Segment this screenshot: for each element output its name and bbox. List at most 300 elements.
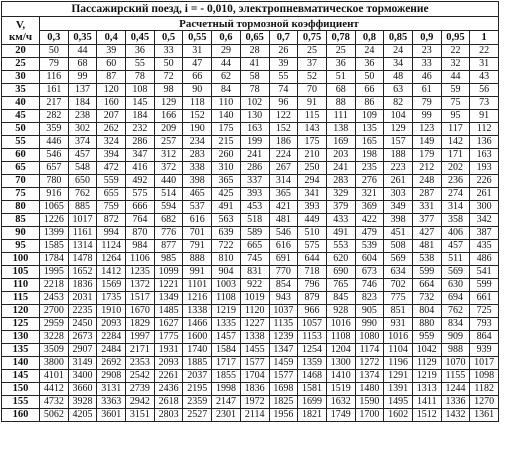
distance-cell: 24 (355, 45, 384, 58)
distance-cell: 393 (298, 201, 327, 214)
distance-cell: 1313 (412, 383, 441, 396)
distance-cell: 851 (384, 305, 413, 318)
distance-cell: 2031 (68, 292, 97, 305)
distance-cell: 1478 (68, 253, 97, 266)
distance-cell: 1459 (269, 357, 298, 370)
distance-cell: 82 (384, 97, 413, 110)
table-title: Пассажирский поезд, i = - 0,010, электропневматическое торможение (2, 2, 499, 17)
speed-cell: 85 (2, 214, 40, 227)
speed-cell: 70 (2, 175, 40, 188)
distance-cell: 1627 (154, 318, 183, 331)
distance-cell: 1272 (355, 357, 384, 370)
distance-cell: 1101 (183, 279, 212, 292)
distance-cell: 1347 (269, 344, 298, 357)
table-row (2, 136, 499, 149)
distance-cell: 338 (183, 162, 212, 175)
distance-cell: 988 (441, 344, 470, 357)
distance-cell: 198 (355, 149, 384, 162)
distance-cell: 2171 (126, 344, 155, 357)
distance-cell: 870 (126, 227, 155, 240)
distance-cell: 1466 (183, 318, 212, 331)
speed-cell: 145 (2, 370, 40, 383)
distance-cell: 74 (269, 84, 298, 97)
distance-cell: 2037 (183, 370, 212, 383)
distance-cell: 1161 (68, 227, 97, 240)
speed-cell: 75 (2, 188, 40, 201)
distance-cell: 2692 (97, 357, 126, 370)
distance-cell: 377 (412, 214, 441, 227)
distance-cell: 770 (269, 266, 298, 279)
distance-cell: 694 (441, 292, 470, 305)
distance-cell: 314 (269, 175, 298, 188)
distance-cell: 26 (269, 45, 298, 58)
distance-cell: 1821 (298, 409, 327, 422)
table-row (2, 240, 499, 253)
distance-cell: 1120 (240, 305, 269, 318)
distance-cell: 56 (470, 84, 499, 97)
distance-cell: 879 (298, 292, 327, 305)
speed-cell: 40 (2, 97, 40, 110)
distance-cell: 262 (97, 123, 126, 136)
distance-cell: 620 (326, 253, 355, 266)
distance-cell: 553 (326, 240, 355, 253)
distance-cell: 379 (326, 201, 355, 214)
distance-cell: 575 (298, 240, 327, 253)
speed-cell: 140 (2, 357, 40, 370)
distance-cell: 481 (412, 240, 441, 253)
distance-cell: 511 (441, 253, 470, 266)
distance-cell: 78 (240, 84, 269, 97)
distance-cell: 823 (355, 292, 384, 305)
distance-cell: 59 (441, 84, 470, 97)
distance-cell: 61 (412, 84, 441, 97)
distance-cell: 1098 (470, 370, 499, 383)
distance-cell: 2673 (68, 331, 97, 344)
distance-cell: 650 (68, 175, 97, 188)
distance-cell: 215 (212, 136, 241, 149)
distance-cell: 29 (212, 45, 241, 58)
distance-cell: 1885 (183, 357, 212, 370)
distance-cell: 479 (355, 227, 384, 240)
distance-cell: 226 (470, 175, 499, 188)
table-body (2, 45, 499, 422)
distance-cell: 1749 (326, 409, 355, 422)
distance-cell: 791 (183, 240, 212, 253)
table-row (2, 58, 499, 71)
distance-cell: 1495 (384, 396, 413, 409)
coefficient-header: 0,95 (441, 31, 470, 45)
distance-cell: 207 (97, 110, 126, 123)
distance-cell: 209 (154, 123, 183, 136)
distance-cell: 387 (470, 227, 499, 240)
table-row (2, 84, 499, 97)
distance-cell: 171 (441, 149, 470, 162)
distance-cell: 66 (183, 71, 212, 84)
distance-cell: 166 (154, 110, 183, 123)
distance-cell: 1017 (68, 214, 97, 227)
distance-cell: 1632 (326, 396, 355, 409)
distance-cell: 90 (183, 84, 212, 97)
distance-cell: 91 (470, 110, 499, 123)
table-row (2, 175, 499, 188)
distance-cell: 630 (441, 279, 470, 292)
distance-cell: 28 (240, 45, 269, 58)
distance-cell: 1174 (355, 344, 384, 357)
distance-cell: 310 (212, 162, 241, 175)
distance-cell: 2527 (183, 409, 212, 422)
distance-cell: 232 (126, 123, 155, 136)
distance-cell: 286 (126, 136, 155, 149)
distance-cell: 184 (126, 110, 155, 123)
distance-cell: 257 (154, 136, 183, 149)
table-row (2, 149, 499, 162)
coefficient-header: 0,5 (154, 31, 183, 45)
distance-cell: 1104 (384, 344, 413, 357)
distance-cell: 425 (212, 188, 241, 201)
distance-cell: 1391 (384, 383, 413, 396)
distance-cell: 398 (183, 175, 212, 188)
distance-cell: 4101 (40, 370, 69, 383)
distance-cell: 261 (470, 188, 499, 201)
distance-cell: 725 (470, 305, 499, 318)
distance-cell: 985 (154, 253, 183, 266)
distance-cell: 283 (183, 149, 212, 162)
distance-cell: 24 (384, 45, 413, 58)
distance-cell: 2803 (154, 409, 183, 422)
speed-cell: 45 (2, 110, 40, 123)
distance-cell: 634 (384, 266, 413, 279)
distance-cell: 959 (412, 331, 441, 344)
distance-cell: 518 (240, 214, 269, 227)
distance-cell: 1590 (355, 396, 384, 409)
distance-cell: 165 (355, 136, 384, 149)
distance-cell: 234 (183, 136, 212, 149)
table-row (2, 266, 499, 279)
distance-cell: 99 (412, 110, 441, 123)
distance-cell: 36 (326, 58, 355, 71)
distance-cell: 179 (412, 149, 441, 162)
distance-cell: 666 (126, 201, 155, 214)
distance-cell: 66 (355, 84, 384, 97)
distance-cell: 905 (355, 305, 384, 318)
distance-cell: 2453 (40, 292, 69, 305)
distance-cell: 175 (212, 123, 241, 136)
distance-cell: 762 (68, 188, 97, 201)
distance-cell: 451 (384, 227, 413, 240)
table-row (2, 357, 499, 370)
distance-cell: 129 (384, 123, 413, 136)
distance-cell: 55 (269, 71, 298, 84)
distance-cell: 31 (470, 58, 499, 71)
distance-cell: 1314 (68, 240, 97, 253)
distance-cell: 4412 (40, 383, 69, 396)
table-row (2, 97, 499, 110)
distance-cell: 111 (326, 110, 355, 123)
distance-cell: 665 (240, 240, 269, 253)
distance-cell: 762 (441, 305, 470, 318)
table-row (2, 123, 499, 136)
distance-cell: 4732 (40, 396, 69, 409)
distance-cell: 604 (355, 253, 384, 266)
distance-cell: 143 (298, 123, 327, 136)
distance-cell: 1931 (154, 344, 183, 357)
distance-cell: 546 (269, 227, 298, 240)
distance-cell: 691 (269, 253, 298, 266)
distance-cell: 569 (441, 266, 470, 279)
distance-cell: 358 (441, 214, 470, 227)
distance-cell: 321 (355, 188, 384, 201)
distance-cell: 548 (68, 162, 97, 175)
distance-cell: 644 (298, 253, 327, 266)
distance-cell: 1457 (212, 331, 241, 344)
distance-cell: 1652 (68, 266, 97, 279)
distance-cell: 1480 (355, 383, 384, 396)
distance-cell: 1836 (240, 383, 269, 396)
distance-cell: 329 (326, 188, 355, 201)
distance-cell: 188 (384, 149, 413, 162)
distance-cell: 122 (269, 110, 298, 123)
distance-cell: 1153 (298, 331, 327, 344)
braking-table-container (1, 1, 499, 422)
distance-cell: 130 (240, 110, 269, 123)
distance-cell: 810 (212, 253, 241, 266)
distance-cell: 302 (68, 123, 97, 136)
distance-cell: 149 (412, 136, 441, 149)
distance-cell: 22 (470, 45, 499, 58)
distance-cell: 136 (470, 136, 499, 149)
distance-cell: 2359 (183, 396, 212, 409)
distance-cell: 690 (326, 266, 355, 279)
distance-cell: 152 (269, 123, 298, 136)
distance-cell: 34 (384, 58, 413, 71)
distance-cell: 50 (40, 45, 69, 58)
distance-cell: 190 (183, 123, 212, 136)
distance-cell: 102 (240, 97, 269, 110)
coefficient-header: 0,55 (183, 31, 212, 45)
distance-cell: 5062 (40, 409, 69, 422)
distance-cell: 3800 (40, 357, 69, 370)
speed-cell: 120 (2, 305, 40, 318)
distance-cell: 885 (68, 201, 97, 214)
distance-cell: 1106 (126, 253, 155, 266)
distance-cell: 449 (298, 214, 327, 227)
speed-cell: 60 (2, 149, 40, 162)
distance-cell: 1485 (154, 305, 183, 318)
distance-cell: 546 (40, 149, 69, 162)
distance-cell: 22 (441, 45, 470, 58)
distance-cell: 1997 (126, 331, 155, 344)
distance-cell: 33 (154, 45, 183, 58)
table-row (2, 162, 499, 175)
distance-cell: 331 (412, 201, 441, 214)
distance-cell: 943 (269, 292, 298, 305)
coefficient-header: 0,6 (212, 31, 241, 45)
distance-cell: 639 (212, 227, 241, 240)
speed-cell: 30 (2, 71, 40, 84)
distance-cell: 433 (326, 214, 355, 227)
distance-cell: 435 (470, 240, 499, 253)
speed-column-header (2, 17, 40, 45)
distance-cell: 440 (154, 175, 183, 188)
distance-cell: 1569 (97, 279, 126, 292)
distance-cell: 2436 (154, 383, 183, 396)
distance-cell: 110 (212, 97, 241, 110)
distance-cell: 193 (470, 162, 499, 175)
distance-cell: 224 (269, 149, 298, 162)
distance-cell: 1584 (212, 344, 241, 357)
distance-cell: 78 (126, 71, 155, 84)
distance-cell: 991 (183, 266, 212, 279)
distance-cell: 1065 (40, 201, 69, 214)
distance-cell: 260 (212, 149, 241, 162)
distance-cell: 365 (212, 175, 241, 188)
coefficient-header: 0,7 (269, 31, 298, 45)
table-row (2, 201, 499, 214)
speed-cell: 55 (2, 136, 40, 149)
distance-cell: 1359 (298, 357, 327, 370)
distance-cell: 616 (183, 214, 212, 227)
distance-cell: 241 (326, 162, 355, 175)
distance-cell: 70 (298, 84, 327, 97)
distance-cell: 25 (298, 45, 327, 58)
distance-cell: 764 (126, 214, 155, 227)
distance-cell: 1129 (412, 357, 441, 370)
distance-cell: 303 (384, 188, 413, 201)
distance-cell: 347 (126, 149, 155, 162)
distance-cell: 2700 (40, 305, 69, 318)
distance-cell: 1016 (384, 331, 413, 344)
speed-cell: 95 (2, 240, 40, 253)
distance-cell: 3928 (68, 396, 97, 409)
distance-cell: 575 (126, 188, 155, 201)
distance-cell: 300 (470, 201, 499, 214)
distance-cell: 68 (326, 84, 355, 97)
distance-cell: 2542 (126, 370, 155, 383)
distance-cell: 104 (384, 110, 413, 123)
distance-cell: 427 (412, 227, 441, 240)
distance-cell: 1512 (412, 409, 441, 422)
distance-cell: 1775 (154, 331, 183, 344)
distance-cell: 599 (412, 266, 441, 279)
table-row (2, 188, 499, 201)
distance-cell: 1196 (384, 357, 413, 370)
speed-cell: 135 (2, 344, 40, 357)
distance-cell: 324 (97, 136, 126, 149)
distance-cell: 2195 (183, 383, 212, 396)
distance-cell: 212 (412, 162, 441, 175)
distance-cell: 780 (40, 175, 69, 188)
distance-cell: 1124 (97, 240, 126, 253)
distance-cell: 594 (154, 201, 183, 214)
distance-cell: 3131 (97, 383, 126, 396)
speed-cell: 130 (2, 331, 40, 344)
distance-cell: 50 (154, 58, 183, 71)
distance-cell: 398 (384, 214, 413, 227)
distance-cell: 2093 (154, 357, 183, 370)
distance-cell: 2739 (126, 383, 155, 396)
distance-cell: 1300 (326, 357, 355, 370)
distance-cell: 481 (269, 214, 298, 227)
distance-cell: 1155 (441, 370, 470, 383)
distance-cell: 87 (97, 71, 126, 84)
distance-cell: 1432 (441, 409, 470, 422)
distance-cell: 1361 (470, 409, 499, 422)
distance-cell: 3228 (40, 331, 69, 344)
coefficient-header: 0,3 (40, 31, 69, 45)
distance-cell: 223 (384, 162, 413, 175)
coefficient-header: 0,85 (384, 31, 413, 45)
distance-cell: 96 (269, 97, 298, 110)
distance-cell: 1017 (470, 357, 499, 370)
distance-cell: 834 (441, 318, 470, 331)
distance-cell: 510 (298, 227, 327, 240)
distance-cell: 3509 (40, 344, 69, 357)
distance-cell: 701 (183, 227, 212, 240)
speed-cell: 65 (2, 162, 40, 175)
distance-cell: 1836 (68, 279, 97, 292)
distance-cell: 1972 (240, 396, 269, 409)
distance-cell: 63 (384, 84, 413, 97)
distance-cell: 163 (470, 149, 499, 162)
distance-cell: 217 (40, 97, 69, 110)
distance-cell: 538 (412, 253, 441, 266)
distance-cell: 1910 (97, 305, 126, 318)
table-row (2, 71, 499, 84)
distance-cell: 1784 (40, 253, 69, 266)
table-row (2, 279, 499, 292)
distance-cell: 1735 (97, 292, 126, 305)
table-row (2, 370, 499, 383)
distance-cell: 2147 (212, 396, 241, 409)
distance-cell: 994 (97, 227, 126, 240)
distance-cell: 3400 (68, 370, 97, 383)
distance-cell: 32 (441, 58, 470, 71)
distance-cell: 48 (384, 71, 413, 84)
distance-cell: 877 (154, 240, 183, 253)
distance-cell: 796 (298, 279, 327, 292)
distance-cell: 3601 (97, 409, 126, 422)
distance-cell: 984 (126, 240, 155, 253)
distance-cell: 1410 (326, 370, 355, 383)
distance-cell: 1042 (412, 344, 441, 357)
distance-cell: 2618 (154, 396, 183, 409)
speed-cell: 25 (2, 58, 40, 71)
distance-cell: 406 (441, 227, 470, 240)
distance-cell: 990 (355, 318, 384, 331)
table-row (2, 383, 499, 396)
distance-cell: 267 (269, 162, 298, 175)
distance-cell: 2484 (97, 344, 126, 357)
distance-cell: 928 (326, 305, 355, 318)
distance-cell: 84 (212, 84, 241, 97)
distance-cell: 682 (154, 214, 183, 227)
distance-cell: 135 (355, 123, 384, 136)
distance-cell: 1057 (298, 318, 327, 331)
distance-cell: 283 (326, 175, 355, 188)
distance-cell: 152 (183, 110, 212, 123)
distance-cell: 75 (441, 97, 470, 110)
distance-cell: 1455 (240, 344, 269, 357)
distance-cell: 1108 (212, 292, 241, 305)
coefficient-header: 0,9 (412, 31, 441, 45)
distance-cell: 312 (154, 149, 183, 162)
distance-cell: 68 (68, 58, 97, 71)
distance-cell: 184 (68, 97, 97, 110)
distance-cell: 541 (470, 266, 499, 279)
distance-cell: 112 (470, 123, 499, 136)
coefficient-header: 1 (470, 31, 499, 45)
distance-cell: 539 (355, 240, 384, 253)
